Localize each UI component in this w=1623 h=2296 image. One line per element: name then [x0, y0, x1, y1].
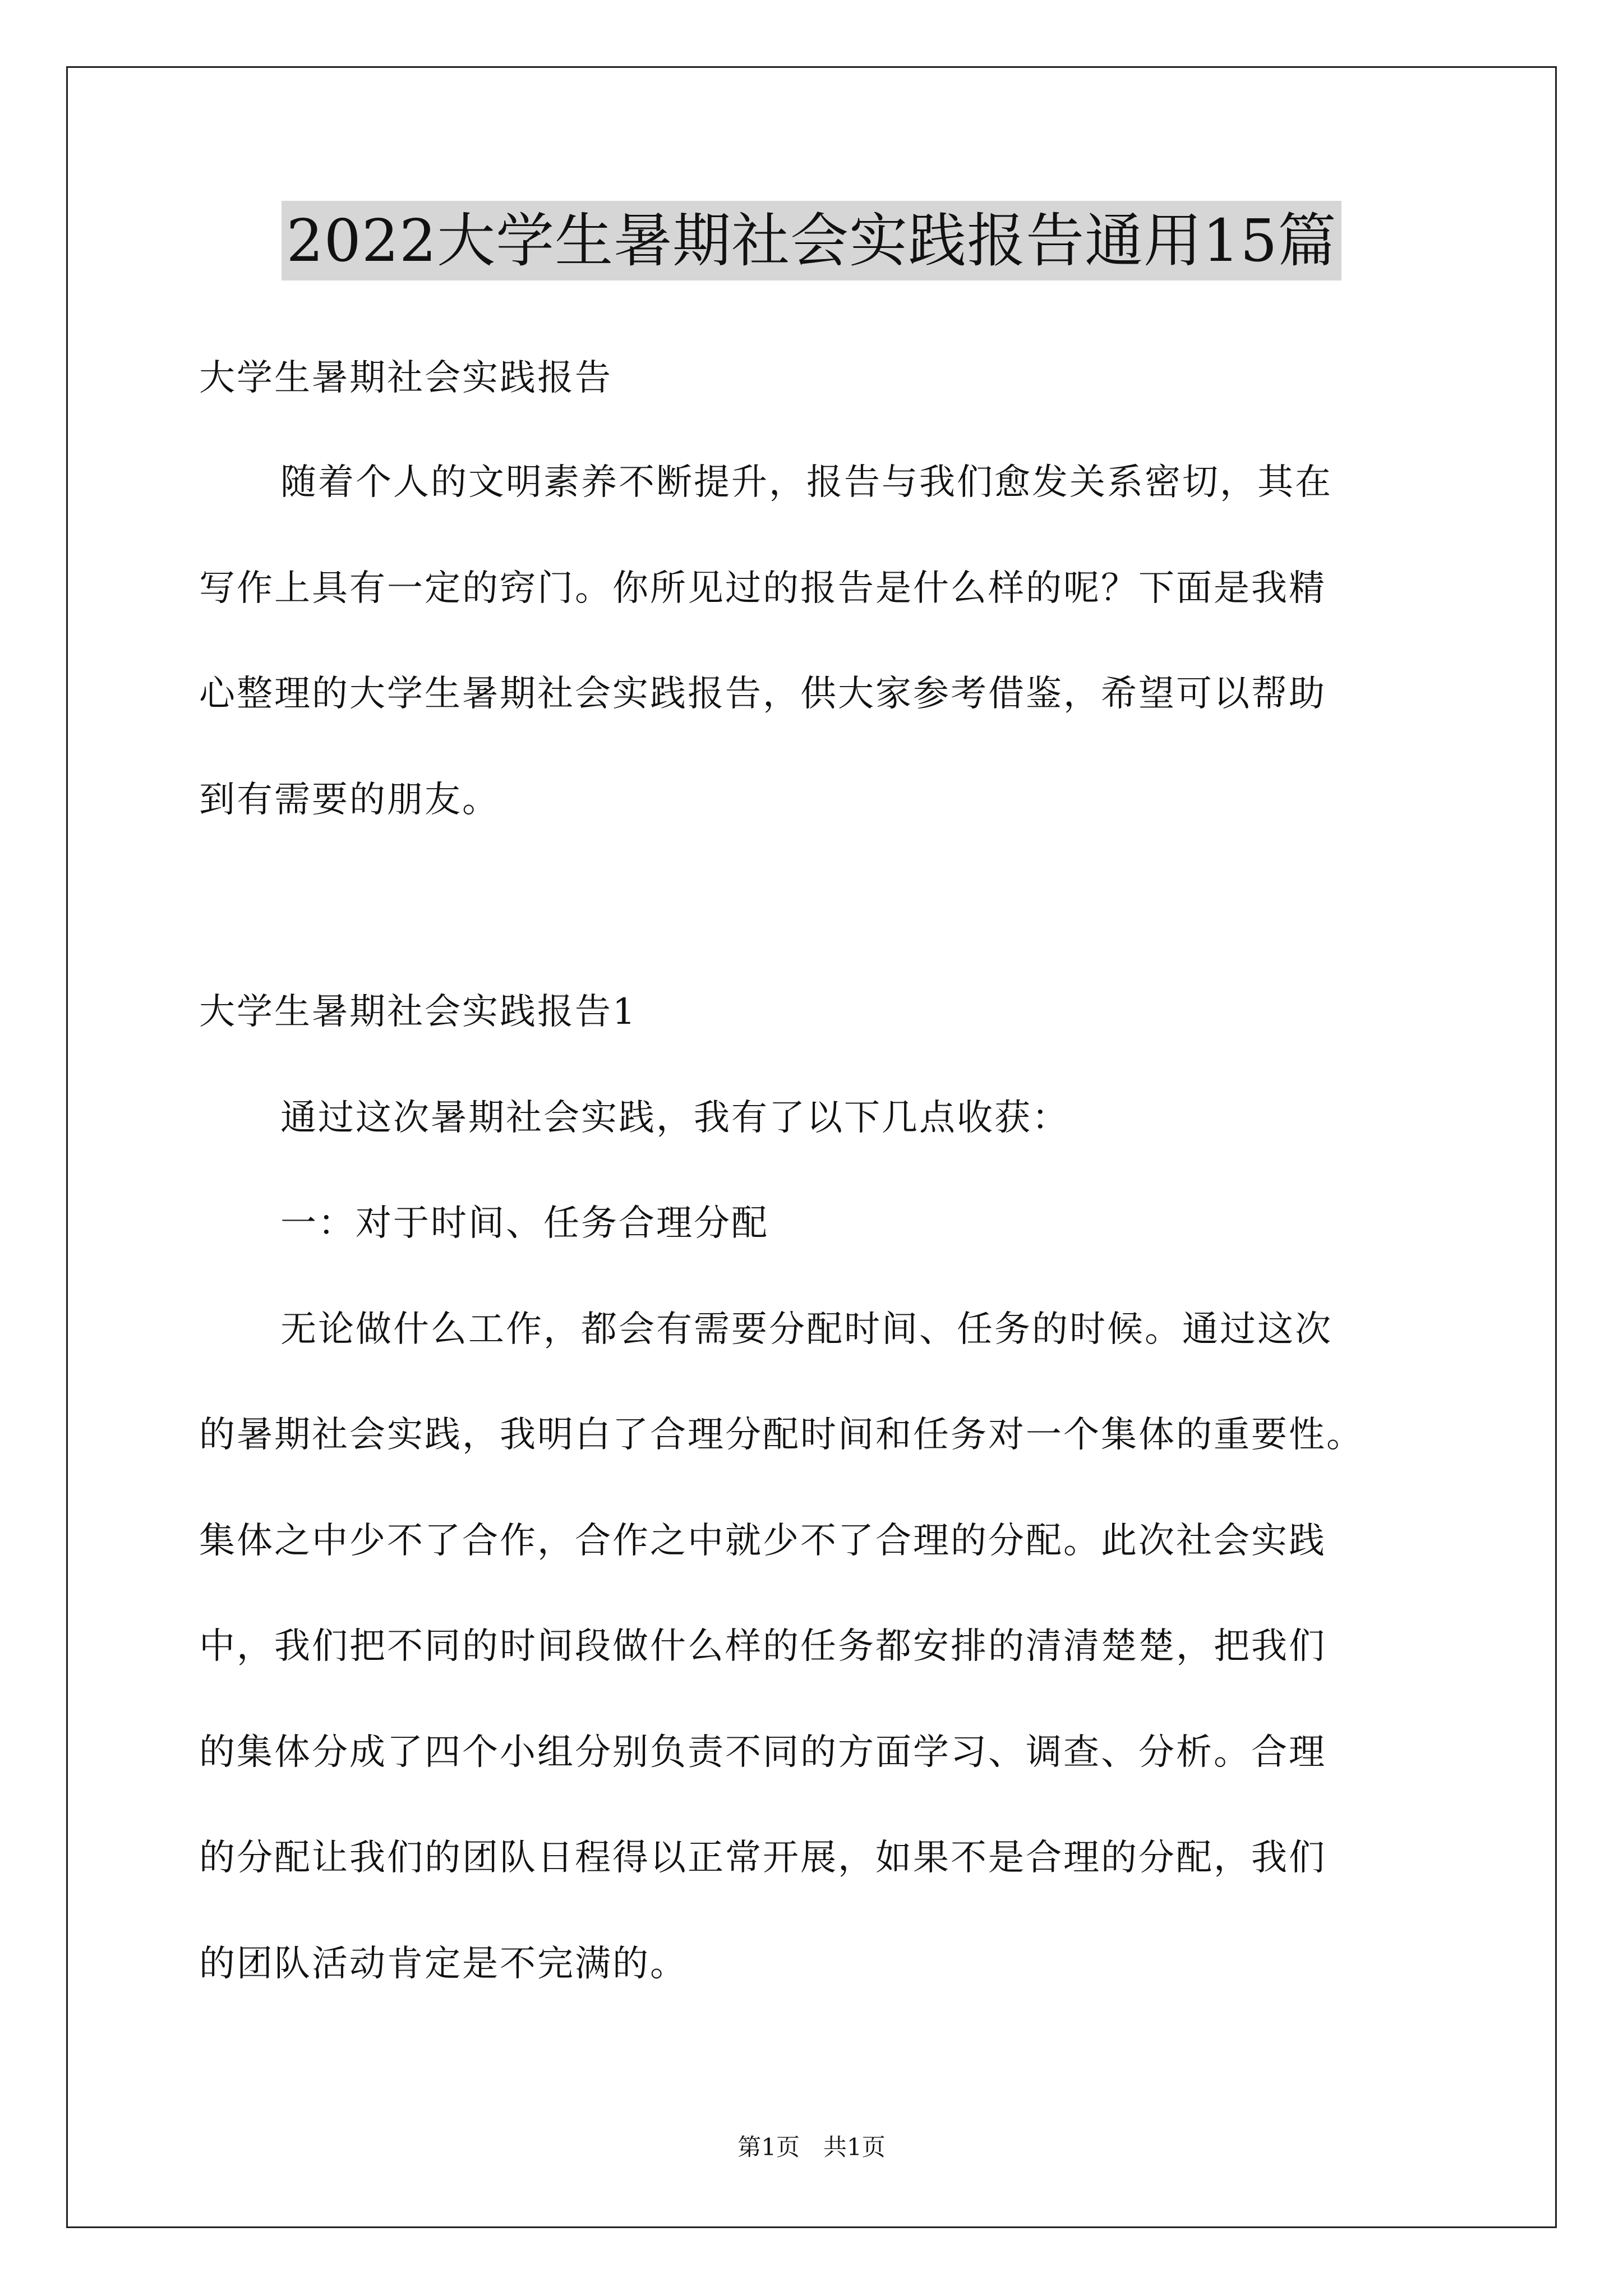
intro-line-2: 写作上具有一定的窍门。你所见过的报告是什么样的呢？下面是我精 — [199, 568, 1326, 609]
heading-intro: 大学生暑期社会实践报告 — [199, 357, 612, 399]
section1-line-7: 的集体分成了四个小组分别负责不同的方面学习、调查、分析。合理 — [199, 1732, 1326, 1773]
section1-line-4: 的暑期社会实践，我明白了合理分配时间和任务对一个集体的重要性。 — [199, 1414, 1364, 1456]
section1-line-3: 无论做什么工作，都会有需要分配时间、任务的时候。通过这次 — [280, 1309, 1332, 1350]
intro-line-1: 随着个人的文明素养不断提升，报告与我们愈发关系密切，其在 — [280, 462, 1332, 503]
document-title: 2022大学生暑期社会实践报告通用15篇 — [282, 201, 1341, 280]
title-container — [0, 201, 1623, 280]
intro-line-3: 心整理的大学生暑期社会实践报告，供大家参考借鉴，希望可以帮助 — [199, 673, 1326, 715]
section1-line-1: 通过这次暑期社会实践，我有了以下几点收获： — [280, 1097, 1069, 1139]
section1-line-2: 一：对于时间、任务合理分配 — [280, 1203, 769, 1244]
heading-section-1: 大学生暑期社会实践报告1 — [199, 991, 637, 1033]
section1-line-6: 中，我们把不同的时间段做什么样的任务都安排的清清楚楚，把我们 — [199, 1626, 1326, 1667]
section1-line-9: 的团队活动肯定是不完满的。 — [199, 1943, 688, 1985]
section1-line-5: 集体之中少不了合作，合作之中就少不了合理的分配。此次社会实践 — [199, 1520, 1326, 1562]
intro-line-4: 到有需要的朋友。 — [199, 779, 500, 821]
section1-line-8: 的分配让我们的团队日程得以正常开展，如果不是合理的分配，我们 — [199, 1837, 1326, 1879]
page-footer: 第1页 共1页 — [737, 2133, 886, 2161]
